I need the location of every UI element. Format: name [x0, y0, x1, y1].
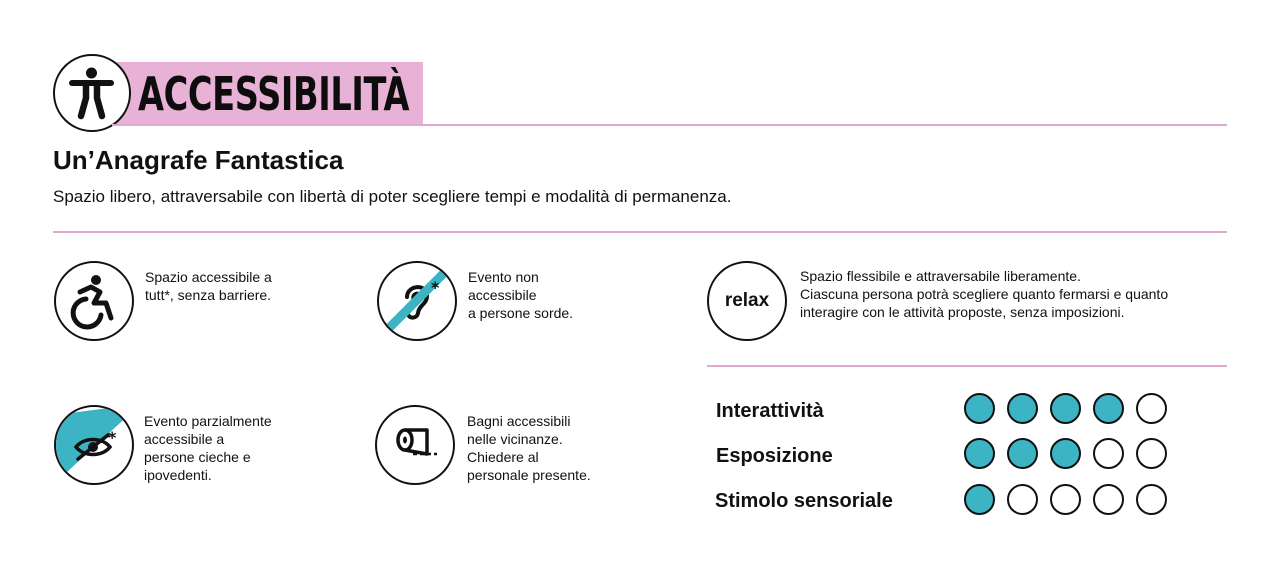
- deaf-ear-icon: [377, 261, 457, 341]
- svg-text:*: *: [108, 428, 117, 447]
- relax-icon: [707, 261, 787, 341]
- rating-dot-empty: [1136, 438, 1167, 469]
- rating-dot-filled: [1007, 393, 1038, 424]
- rating-dot-filled: [964, 393, 995, 424]
- feature-text: Evento parzialmente accessibile a persone cieche e ipovedenti.: [144, 413, 272, 483]
- wheelchair-icon: [54, 261, 134, 341]
- rating-dot-empty: [1050, 484, 1081, 515]
- rating-dot-empty: [1136, 484, 1167, 515]
- feature-text: Spazio accessibile a tutt*, senza barriere.: [145, 269, 272, 303]
- feature-text: Evento non accessibile a persone sorde.: [468, 269, 574, 321]
- rating-dots-esposizione: [964, 438, 1179, 469]
- relax-icon-text: relax: [724, 290, 770, 311]
- rating-dot-empty: [1093, 438, 1124, 469]
- toilet-paper-icon: [375, 405, 455, 485]
- feature-text: Spazio flessibile e attraversabile liberamente. Ciascuna persona potrà scegliere quanto fermarsi e quanto interagire con le attività proposte, senza imposizioni.: [800, 268, 1169, 320]
- rating-label-interattivita: Interattività: [716, 400, 824, 422]
- page-title: ACCESSIBILITÀ: [138, 67, 410, 121]
- rating-label-stimolo-sensoriale: Stimolo sensoriale: [715, 490, 893, 512]
- rating-dot-empty: [1136, 393, 1167, 424]
- event-name: Un’Anagrafe Fantastica: [53, 145, 344, 175]
- accessibility-person-icon: [53, 54, 131, 132]
- ratings-divider: [707, 365, 1227, 367]
- rating-label-esposizione: Esposizione: [716, 445, 833, 467]
- low-vision-eye-icon: [54, 405, 134, 485]
- event-description: Spazio libero, attraversabile con libertà di poter scegliere tempi e modalità di permanenza.: [53, 187, 732, 206]
- rating-dot-filled: [1050, 393, 1081, 424]
- svg-text:*: *: [431, 278, 440, 297]
- rating-dots-stimolo-sensoriale: [964, 484, 1179, 515]
- rating-dot-filled: [964, 484, 995, 515]
- header-divider: [112, 124, 1227, 126]
- rating-dot-filled: [1093, 393, 1124, 424]
- rating-dot-empty: [1093, 484, 1124, 515]
- rating-dot-empty: [1007, 484, 1038, 515]
- feature-text: Bagni accessibili nelle vicinanze. Chiedere al personale presente.: [467, 413, 591, 483]
- rating-dots-interattivita: [964, 393, 1179, 424]
- rating-dot-filled: [1007, 438, 1038, 469]
- rating-dot-filled: [964, 438, 995, 469]
- rating-dot-filled: [1050, 438, 1081, 469]
- section-divider: [53, 231, 1227, 233]
